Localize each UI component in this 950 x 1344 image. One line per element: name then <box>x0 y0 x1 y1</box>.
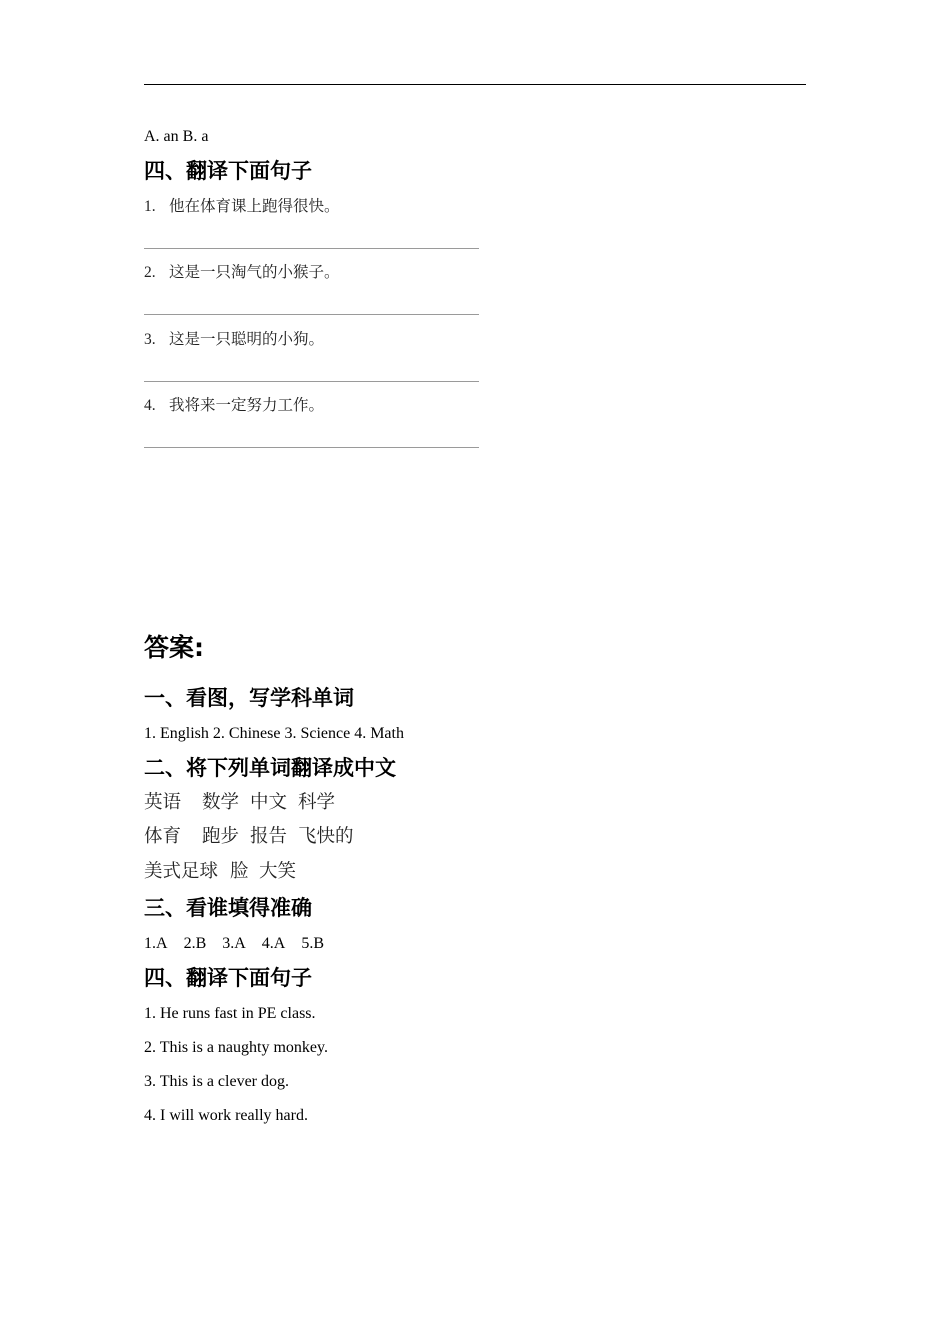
question-text: 我将来一定努力工作。 <box>169 397 325 414</box>
word: 美式足球 <box>144 862 219 882</box>
word: 科学 <box>298 793 336 813</box>
word: 体育 <box>144 827 182 847</box>
word: 飞快的 <box>298 827 354 847</box>
answer-line-3[interactable] <box>144 381 479 382</box>
question-2 <box>144 263 340 283</box>
answers-title: 答案: <box>144 633 204 662</box>
answer-line-1[interactable] <box>144 248 479 249</box>
mcq-answer: 1.A <box>144 935 168 952</box>
question-1 <box>144 197 340 217</box>
answers-part4-item-1: 1. He runs fast in PE class. <box>144 1005 316 1022</box>
options-line: A. an B. a <box>144 128 209 145</box>
answer-line-2[interactable] <box>144 314 479 315</box>
answers-part4-item-4: 4. I will work really hard. <box>144 1107 308 1124</box>
word: 脸 <box>230 862 249 882</box>
question-text: 他在体育课上跑得很快。 <box>169 198 340 215</box>
question-number: 1. <box>144 198 156 215</box>
answers-part2-row-1 <box>144 792 335 814</box>
answers-part2-heading: 二、将下列单词翻译成中文 <box>144 756 396 780</box>
mcq-answer: 5.B <box>301 935 325 952</box>
word: 中文 <box>250 793 288 813</box>
answers-part4-item-3: 3. This is a clever dog. <box>144 1073 290 1090</box>
section-heading-translate: 四、翻译下面句子 <box>144 159 312 183</box>
word: 报告 <box>250 827 288 847</box>
mcq-answer: 3.A <box>222 935 246 952</box>
word: 大笑 <box>259 862 297 882</box>
mcq-answer: 2.B <box>183 935 207 952</box>
answers-part4-item-2: 2. This is a naughty monkey. <box>144 1039 328 1056</box>
question-number: 4. <box>144 397 156 414</box>
mcq-answer: 4.A <box>261 935 286 952</box>
question-4 <box>144 396 324 416</box>
question-number: 2. <box>144 264 156 281</box>
question-number: 3. <box>144 331 156 348</box>
answers-part4-heading: 四、翻译下面句子 <box>144 966 312 990</box>
answers-part2-row-3 <box>144 861 296 883</box>
answer-line-4[interactable] <box>144 447 479 448</box>
question-text: 这是一只聪明的小狗。 <box>169 331 325 348</box>
word: 数学 <box>202 793 240 813</box>
question-text: 这是一只淘气的小猴子。 <box>169 264 340 281</box>
word: 英语 <box>144 793 182 813</box>
word: 跑步 <box>202 827 240 847</box>
answers-part3-items <box>144 934 340 954</box>
answers-part1-heading: 一、看图，写学科单词 <box>144 686 354 710</box>
header-rule <box>144 84 806 85</box>
answers-part2-row-2 <box>144 826 354 848</box>
question-3 <box>144 330 324 350</box>
answers-part3-heading: 三、看谁填得准确 <box>144 896 312 920</box>
answers-part1-text: 1. English 2. Chinese 3. Science 4. Math <box>144 725 404 742</box>
